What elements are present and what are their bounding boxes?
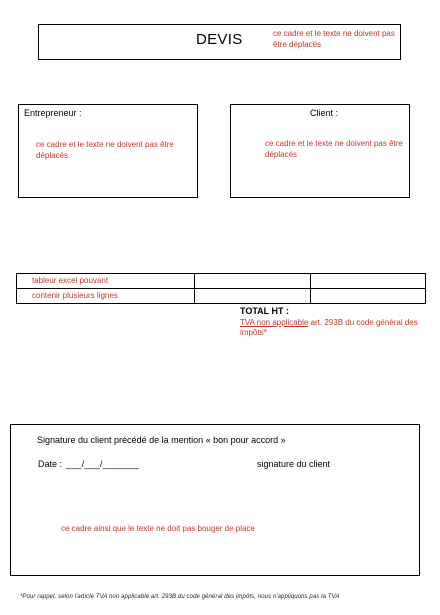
items-table <box>16 273 426 304</box>
table-cell[interactable] <box>195 274 311 289</box>
footer-note: *Pour rappel, selon l'article TVA non applicable art. 293B du code général des impôts, nous n'appliquons pas la TVA <box>20 594 340 600</box>
client-label: Client : <box>310 108 339 118</box>
date-label: Date : <box>38 459 63 469</box>
entrepreneur-frame-note: ce cadre et le texte ne doivent pas être déplacés <box>36 140 174 160</box>
table-cell[interactable] <box>311 289 426 304</box>
table-row <box>17 289 426 304</box>
title-frame-note: ce cadre et le texte ne doivent pas être déplacés <box>273 29 395 49</box>
tva-link: TVA non applicable <box>240 318 309 327</box>
document-title: DEVIS <box>196 31 243 48</box>
signature-mention: Signature du client précédé de la mention « bon pour accord » <box>37 435 286 445</box>
entrepreneur-label: Entrepreneur : <box>24 108 82 118</box>
tva-note <box>240 318 420 338</box>
date-blanks: ___/___/_______ <box>66 459 140 469</box>
table-row <box>17 274 426 289</box>
table-cell[interactable] <box>195 289 311 304</box>
signature-frame <box>10 424 420 576</box>
total-ht-label: TOTAL HT : <box>240 306 289 316</box>
table-cell[interactable]: tableur excel pouvant <box>17 274 195 289</box>
table-cell[interactable]: contenir plusieurs lignes <box>17 289 195 304</box>
signature-frame-note: ce cadre ainsi que le texte ne doit pas bouger de place <box>61 524 255 533</box>
tva-note-rest: art. 293B du code général des impôts* <box>240 318 418 337</box>
client-frame-note: ce cadre et le texte ne doivent pas être déplacés <box>265 139 403 159</box>
table-cell[interactable] <box>311 274 426 289</box>
client-signature-label: signature du client <box>257 459 331 469</box>
